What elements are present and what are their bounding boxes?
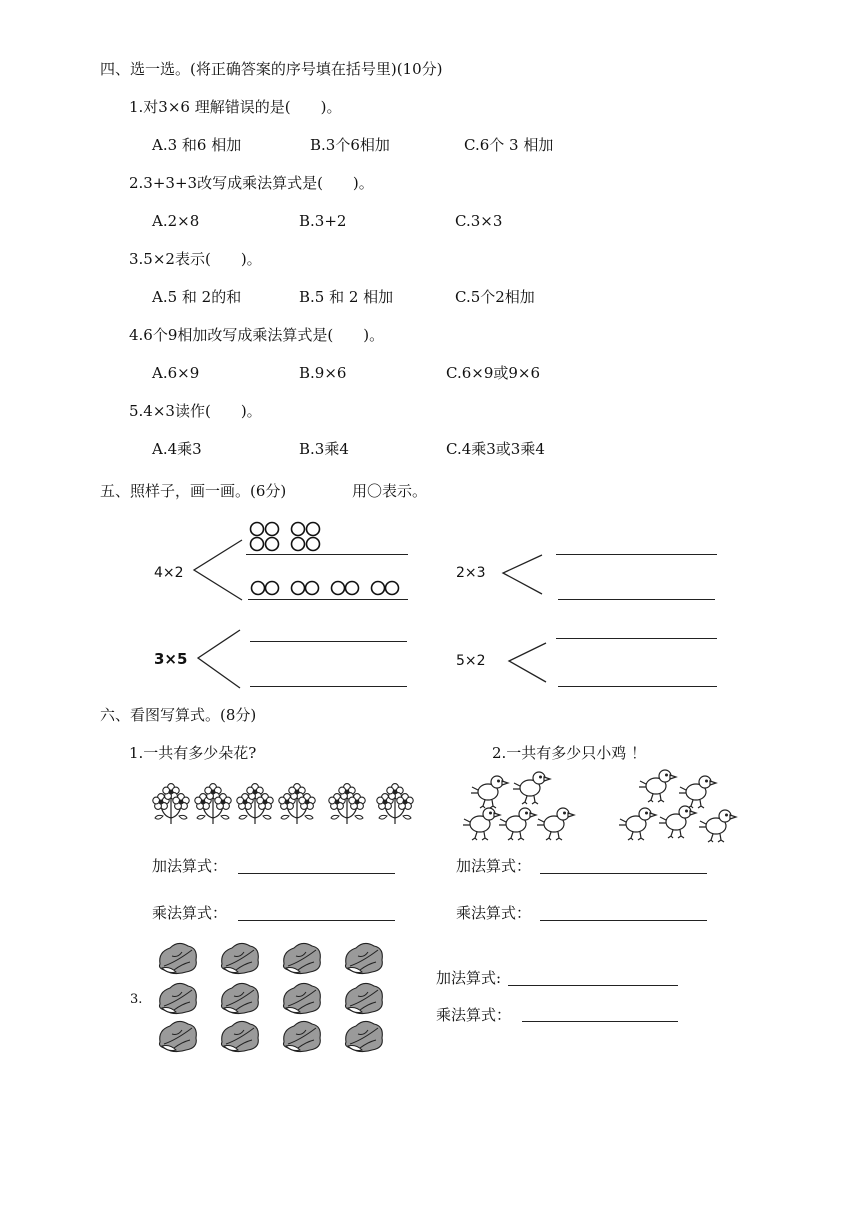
task-3x5-bracket-icon	[194, 626, 246, 692]
q5-option-c[interactable]: C.4乘3或3乘4	[446, 440, 545, 458]
example-line-2	[248, 599, 408, 600]
section4-title: 四、选一选。(将正确答案的序号填在括号里)(10分)	[100, 60, 443, 78]
q6-1-add-label: 加法算式：	[152, 857, 228, 875]
q2-stem: 2.3+3+3改写成乘法算式是( )。	[129, 174, 374, 192]
q1-option-b[interactable]: B.3个6相加	[310, 136, 390, 154]
task-2x3-answer-line-2[interactable]	[558, 599, 715, 600]
task-2x3-bracket-icon	[500, 552, 546, 598]
q3-stem: 3.5×2表示( )。	[129, 250, 262, 268]
q3-option-c[interactable]: C.5个2相加	[455, 288, 535, 306]
example-circles-row2	[250, 580, 410, 598]
task-5x2-expression: 5×2	[456, 653, 486, 669]
q3-option-b[interactable]: B.5 和 2 相加	[299, 288, 394, 306]
section6-title: 六、看图写算式。(8分)	[100, 706, 257, 724]
task-3x5-expression: 3×5	[154, 650, 188, 668]
q6-2-add-answer-line[interactable]	[540, 873, 707, 874]
q6-1-mul-label: 乘法算式：	[152, 904, 228, 922]
flowers-illustration	[152, 780, 422, 830]
q6-2-mul-answer-line[interactable]	[540, 920, 707, 921]
q1-stem: 1.对3×6 理解错误的是( )。	[129, 98, 342, 116]
example-expression: 4×2	[154, 565, 184, 581]
example-line-1	[246, 554, 408, 555]
q2-option-b[interactable]: B.3+2	[299, 212, 347, 230]
q6-3-add-answer-line[interactable]	[508, 985, 678, 986]
q6-3-mul-answer-line[interactable]	[522, 1021, 678, 1022]
q1-option-a[interactable]: A.3 和6 相加	[152, 136, 242, 154]
task-5x2-bracket-icon	[506, 640, 552, 686]
cabbages-illustration	[152, 938, 398, 1060]
q6-1-add-answer-line[interactable]	[238, 873, 395, 874]
task-2x3-expression: 2×3	[456, 565, 486, 581]
chicks-illustration	[458, 768, 738, 844]
section5-title: 五、照样子，画一画。(6分)	[100, 482, 287, 500]
q6-3-mul-label: 乘法算式：	[436, 1006, 512, 1024]
q4-stem: 4.6个9相加改写成乘法算式是( )。	[129, 326, 385, 344]
task-5x2-answer-line-1[interactable]	[556, 638, 717, 639]
q5-stem: 5.4×3读作( )。	[129, 402, 262, 420]
example-circles-row1	[248, 521, 328, 555]
q4-option-b[interactable]: B.9×6	[299, 364, 347, 382]
q5-option-b[interactable]: B.3乘4	[299, 440, 349, 458]
task-3x5-answer-line-2[interactable]	[250, 686, 407, 687]
q6-1-stem: 1.一共有多少朵花?	[129, 744, 257, 762]
task-5x2-answer-line-2[interactable]	[558, 686, 717, 687]
q3-option-a[interactable]: A.5 和 2的和	[152, 288, 242, 306]
q6-2-mul-label: 乘法算式：	[456, 904, 532, 922]
q6-2-add-label: 加法算式：	[456, 857, 532, 875]
task-2x3-answer-line-1[interactable]	[556, 554, 717, 555]
q5-option-a[interactable]: A.4乘3	[152, 440, 202, 458]
q6-2-stem: 2.一共有多少只小鸡 ！	[492, 744, 647, 762]
q6-3-number: 3.	[130, 992, 143, 1007]
q4-option-a[interactable]: A.6×9	[152, 364, 200, 382]
q6-1-mul-answer-line[interactable]	[238, 920, 395, 921]
section5-hint: 用〇表示。	[352, 482, 428, 500]
q6-3-add-label: 加法算式:	[436, 969, 502, 987]
q1-option-c[interactable]: C.6个 3 相加	[464, 136, 554, 154]
example-bracket-icon	[190, 536, 250, 606]
q4-option-c[interactable]: C.6×9或9×6	[446, 364, 541, 382]
q2-option-a[interactable]: A.2×8	[152, 212, 200, 230]
q2-option-c[interactable]: C.3×3	[455, 212, 503, 230]
task-3x5-answer-line-1[interactable]	[250, 641, 407, 642]
